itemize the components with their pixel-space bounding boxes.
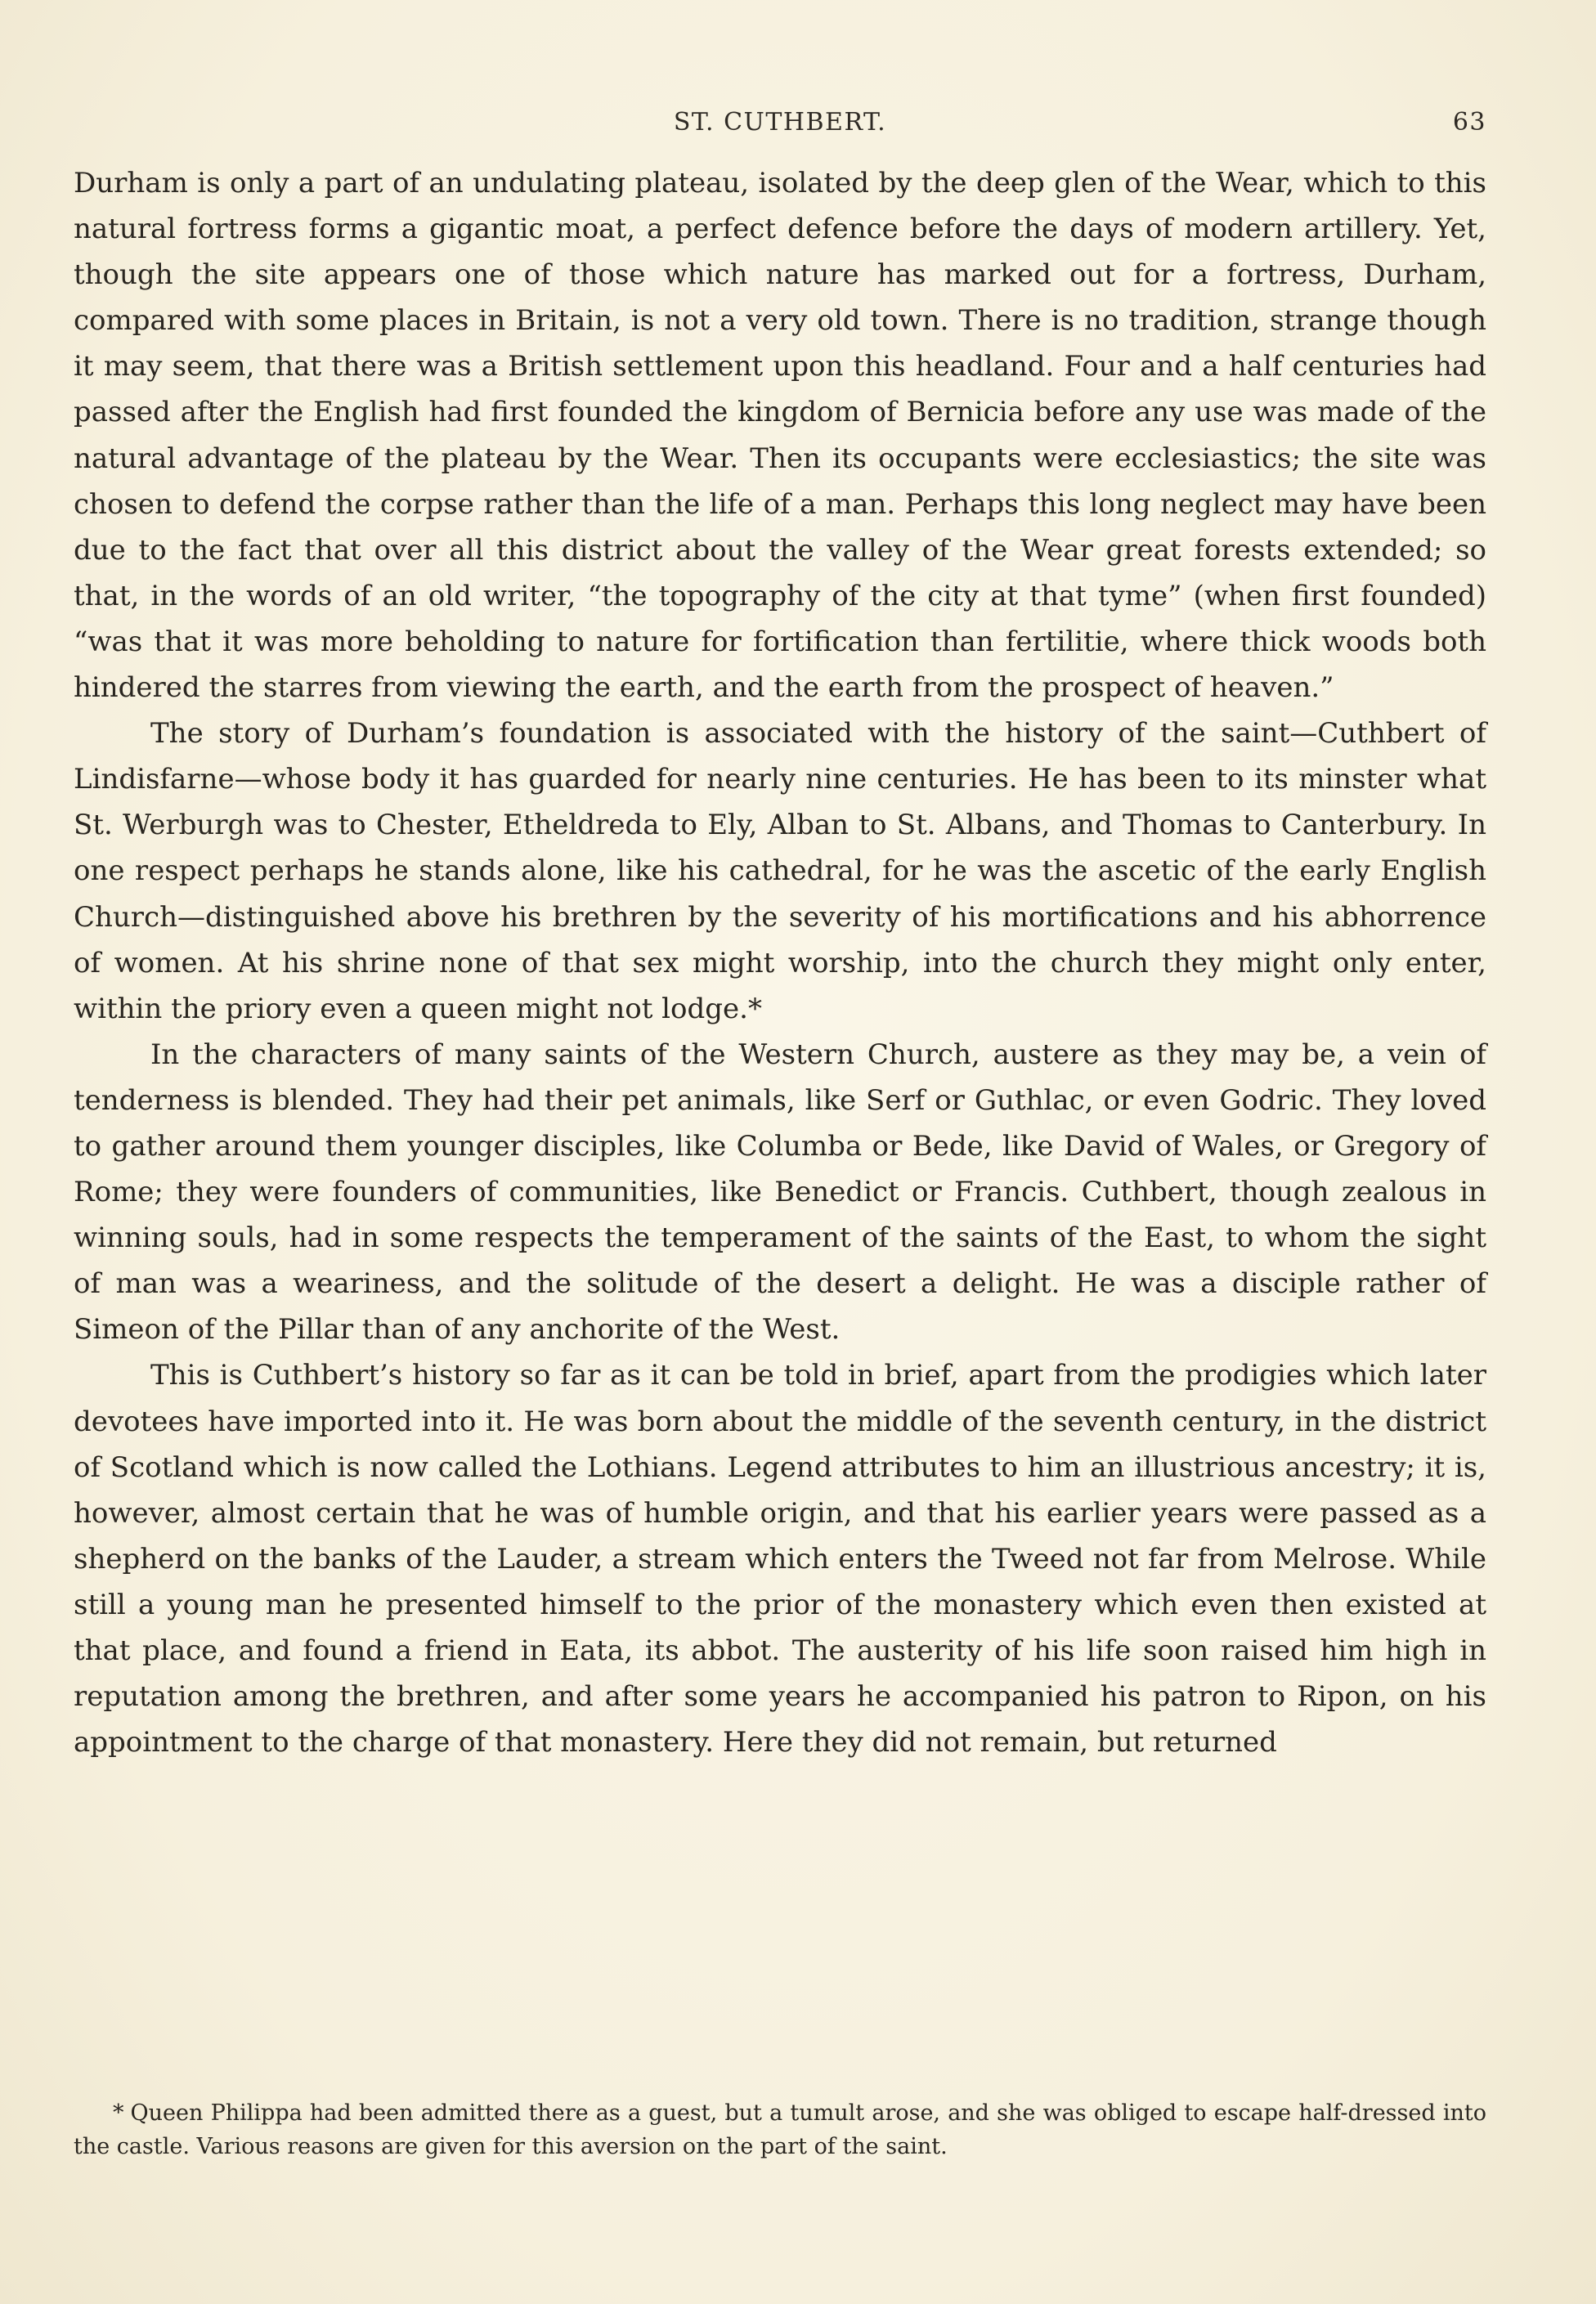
footnote [74, 2096, 1486, 2163]
paragraph: The story of Durham’s foundation is associated with the history of the saint—Cuthbert of Lindisfarne—whose body it has guarded for nearly nine centuries. He has been to its minster what St. Werburgh was to Chester, Etheldreda to Ely, Alban to St. Albans, and Thomas to Canterbury. In one respect perhaps he stands alone, like his cathedral, for he was the ascetic of the early English Church—distinguished above his brethren by the severity of his mortifications and his abhorrence of women. At his shrine none of that sex might worship, into the church they might only enter, within the priory even a queen might not lodge.* [74, 717, 1486, 1025]
footnote-text: Queen Philippa had been admitted there as a guest, but a tumult arose, and she was obliged to escape half-dressed into the castle. Various reasons are given for this aversion on the part of the saint. [74, 2100, 1486, 2159]
page-header [74, 108, 1486, 149]
page-number: 63 [1452, 108, 1486, 137]
paragraph: Durham is only a part of an undulating plateau, isolated by the deep glen of the Wear, which to this natural fortress forms a gigantic moat, a perfect defence before the days of modern artillery. Yet, though the site appears one of those which nature has marked out for a fortress, Durham, compared with some places in Britain, is not a very old town. There is no tradition, strange though it may seem, that there was a British settlement upon this headland. Four and a half centuries had passed after the English had first founded the kingdom of Bernicia before any use was made of the natural advantage of the plateau by the Wear. Then its occupants were ecclesiastics; the site was chosen to defend the corpse rather than the life of a man. Perhaps this long neglect may have been due to the fact that over all this district about the valley of the Wear great forests extended; so that, in the words of an old writer, “the topography of the city at that tyme” (when first founded) “was that it was more beholding to nature for fortification than fertilitie, where thick woods both hindered the starres from viewing the earth, and the earth from the prospect of heaven.” [74, 167, 1486, 705]
footnote-marker: * [113, 2100, 124, 2126]
paragraph: This is Cuthbert’s history so far as it can be told in brief, apart from the prodigies which later devotees have imported into it. He was born about the middle of the seventh century, in the district of Scotland which is now called the Lothians. Legend attributes to him an illustrious ancestry; it is, however, almost certain that he was of humble origin, and that his earlier years were passed as a shepherd on the banks of the Lauder, a stream which enters the Tweed not far from Melrose. While still a young man he presented himself to the prior of the monastery which even then existed at that place, and found a friend in Eata, its abbot. The austerity of his life soon raised him high in reputation among the brethren, and after some years he accompanied his patron to Ripon, on his appointment to the charge of that monastery. Here they did not remain, but returned [74, 1359, 1486, 1759]
running-title: ST. CUTHBERT. [673, 108, 887, 137]
body-text [74, 160, 1486, 1765]
paragraph: In the characters of many saints of the Western Church, austere as they may be, a vein of tenderness is blended. They had their pet animals, like Serf or Guthlac, or even Godric. They loved to gather around them younger disciples, like Columba or Bede, like David of Wales, or Gregory of Rome; they were founders of communities, like Benedict or Francis. Cuthbert, though zealous in winning souls, had in some respects the temperament of the saints of the East, to whom the sight of man was a weariness, and the solitude of the desert a delight. He was a disciple rather of Simeon of the Pillar than of any anchorite of the West. [74, 1038, 1486, 1347]
